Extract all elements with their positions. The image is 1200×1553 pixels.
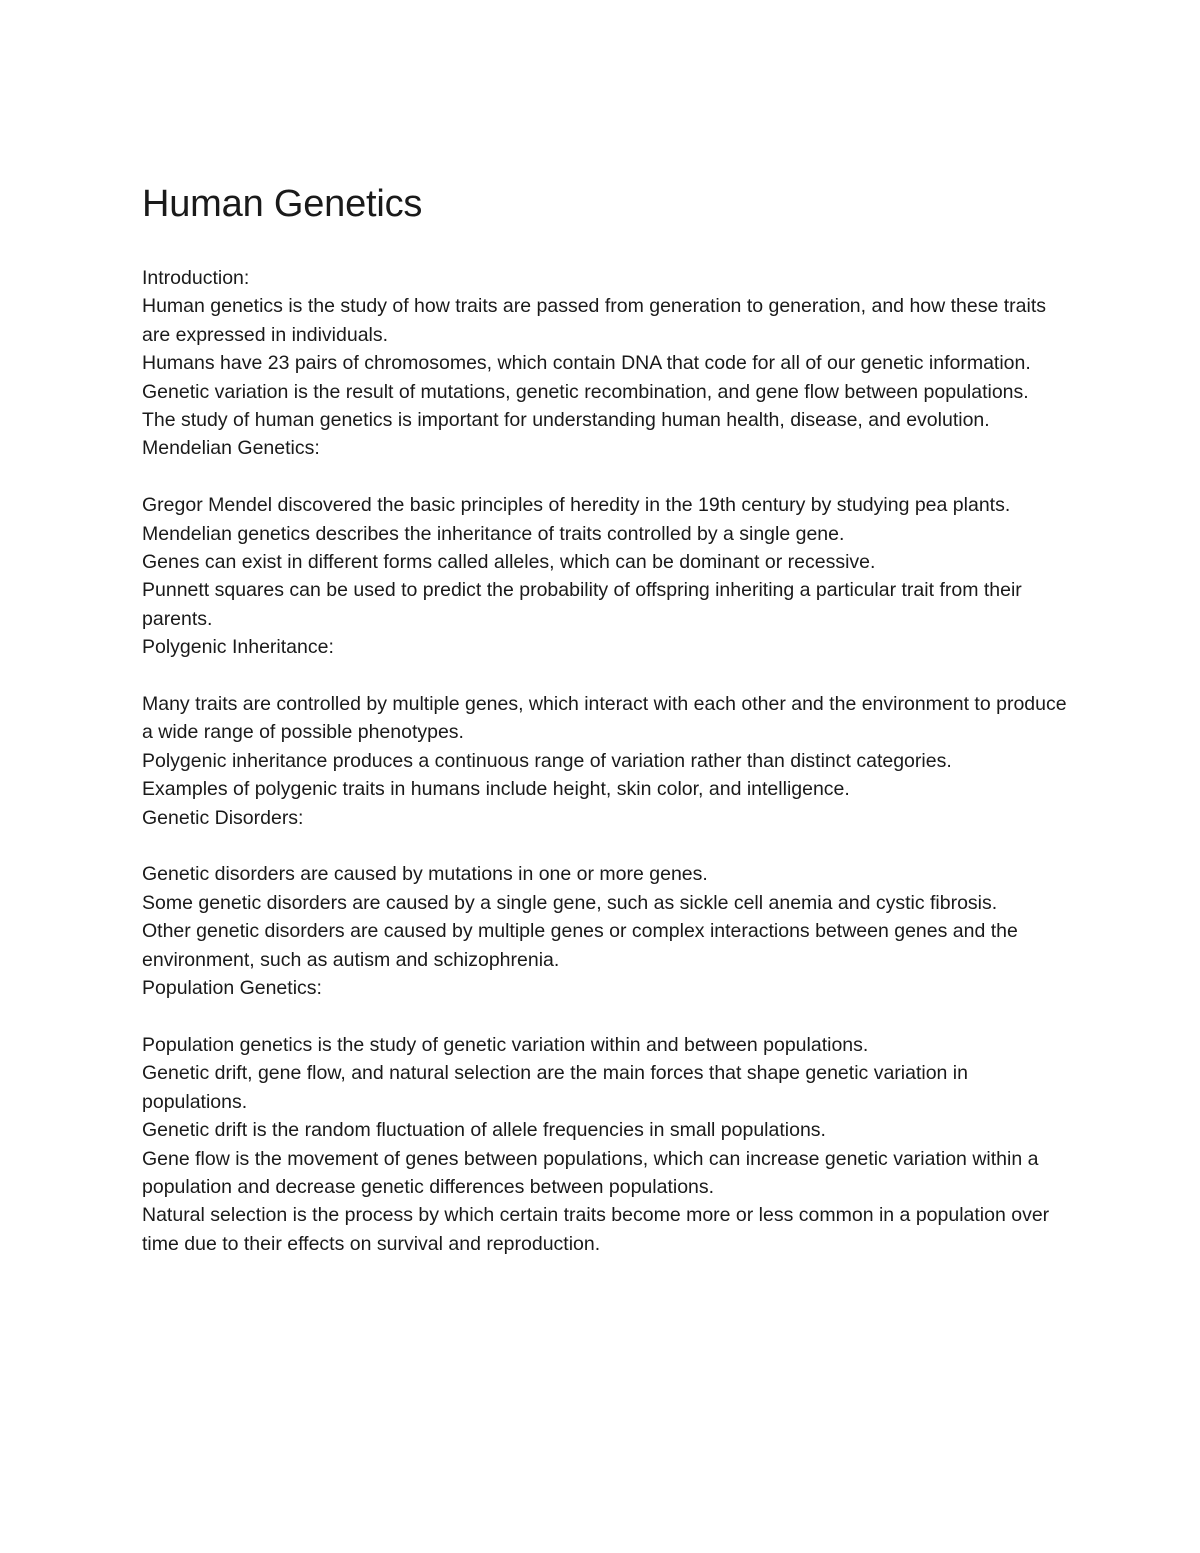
- paragraph: Natural selection is the process by which certain traits become more or less common in a population over time due to their effects on survival and reproduction.: [142, 1204, 1050, 1255]
- section-heading: Introduction:: [142, 267, 250, 289]
- paragraph: Many traits are controlled by multiple genes, which interact with each other and the environment to produce a wide range of possible phenotypes.: [142, 693, 1067, 744]
- paragraph: Human genetics is the study of how traits are passed from generation to generation, and how these traits are expressed in individuals.: [142, 295, 1047, 346]
- paragraph: Genes can exist in different forms called alleles, which can be dominant or recessive.: [142, 551, 876, 574]
- paragraph: Some genetic disorders are caused by a single gene, such as sickle cell anemia and cystic fibrosis.: [142, 891, 998, 914]
- paragraph: Polygenic inheritance produces a continuous range of variation rather than distinct categories.: [142, 749, 952, 772]
- paragraph: Punnett squares can be used to predict the probability of offspring inheriting a particular trait from their parents.: [142, 579, 1022, 630]
- paragraph: Mendelian genetics describes the inheritance of traits controlled by a single gene.: [142, 522, 845, 545]
- paragraph: Genetic drift, gene flow, and natural selection are the main forces that shape genetic variation in populations.: [142, 1062, 968, 1113]
- paragraph: The study of human genetics is important for understanding human health, disease, and evolution.: [142, 409, 990, 432]
- paragraph: Other genetic disorders are caused by multiple genes or complex interactions between genes and the environment, such as autism and schizophrenia.: [142, 920, 1018, 971]
- blank-line: [142, 832, 1077, 860]
- document-page: [142, 178, 1077, 1258]
- section-heading: Polygenic Inheritance:: [142, 636, 334, 659]
- section-heading: Genetic Disorders:: [142, 806, 304, 829]
- paragraph: Gregor Mendel discovered the basic principles of heredity in the 19th century by studying pea plants.: [142, 494, 1011, 517]
- blank-line: [142, 463, 1077, 491]
- paragraph: Examples of polygenic traits in humans include height, skin color, and intelligence.: [142, 778, 850, 801]
- document-title: Human Genetics: [142, 183, 423, 225]
- section-heading: Mendelian Genetics:: [142, 437, 320, 460]
- blank-line: [142, 1003, 1077, 1031]
- paragraph: Genetic disorders are caused by mutations in one or more genes.: [142, 863, 708, 886]
- section-heading: Population Genetics:: [142, 977, 322, 1000]
- document-body: [142, 264, 1077, 1258]
- paragraph: Population genetics is the study of genetic variation within and between populations.: [142, 1033, 869, 1056]
- blank-line: [142, 662, 1077, 690]
- paragraph: Genetic variation is the result of mutations, genetic recombination, and gene flow between populations.: [142, 380, 1029, 403]
- paragraph: Humans have 23 pairs of chromosomes, which contain DNA that code for all of our genetic information.: [142, 352, 1031, 375]
- paragraph: Genetic drift is the random fluctuation of allele frequencies in small populations.: [142, 1119, 826, 1142]
- paragraph: Gene flow is the movement of genes between populations, which can increase genetic variation within a population and decrease genetic differences between populations.: [142, 1147, 1039, 1198]
